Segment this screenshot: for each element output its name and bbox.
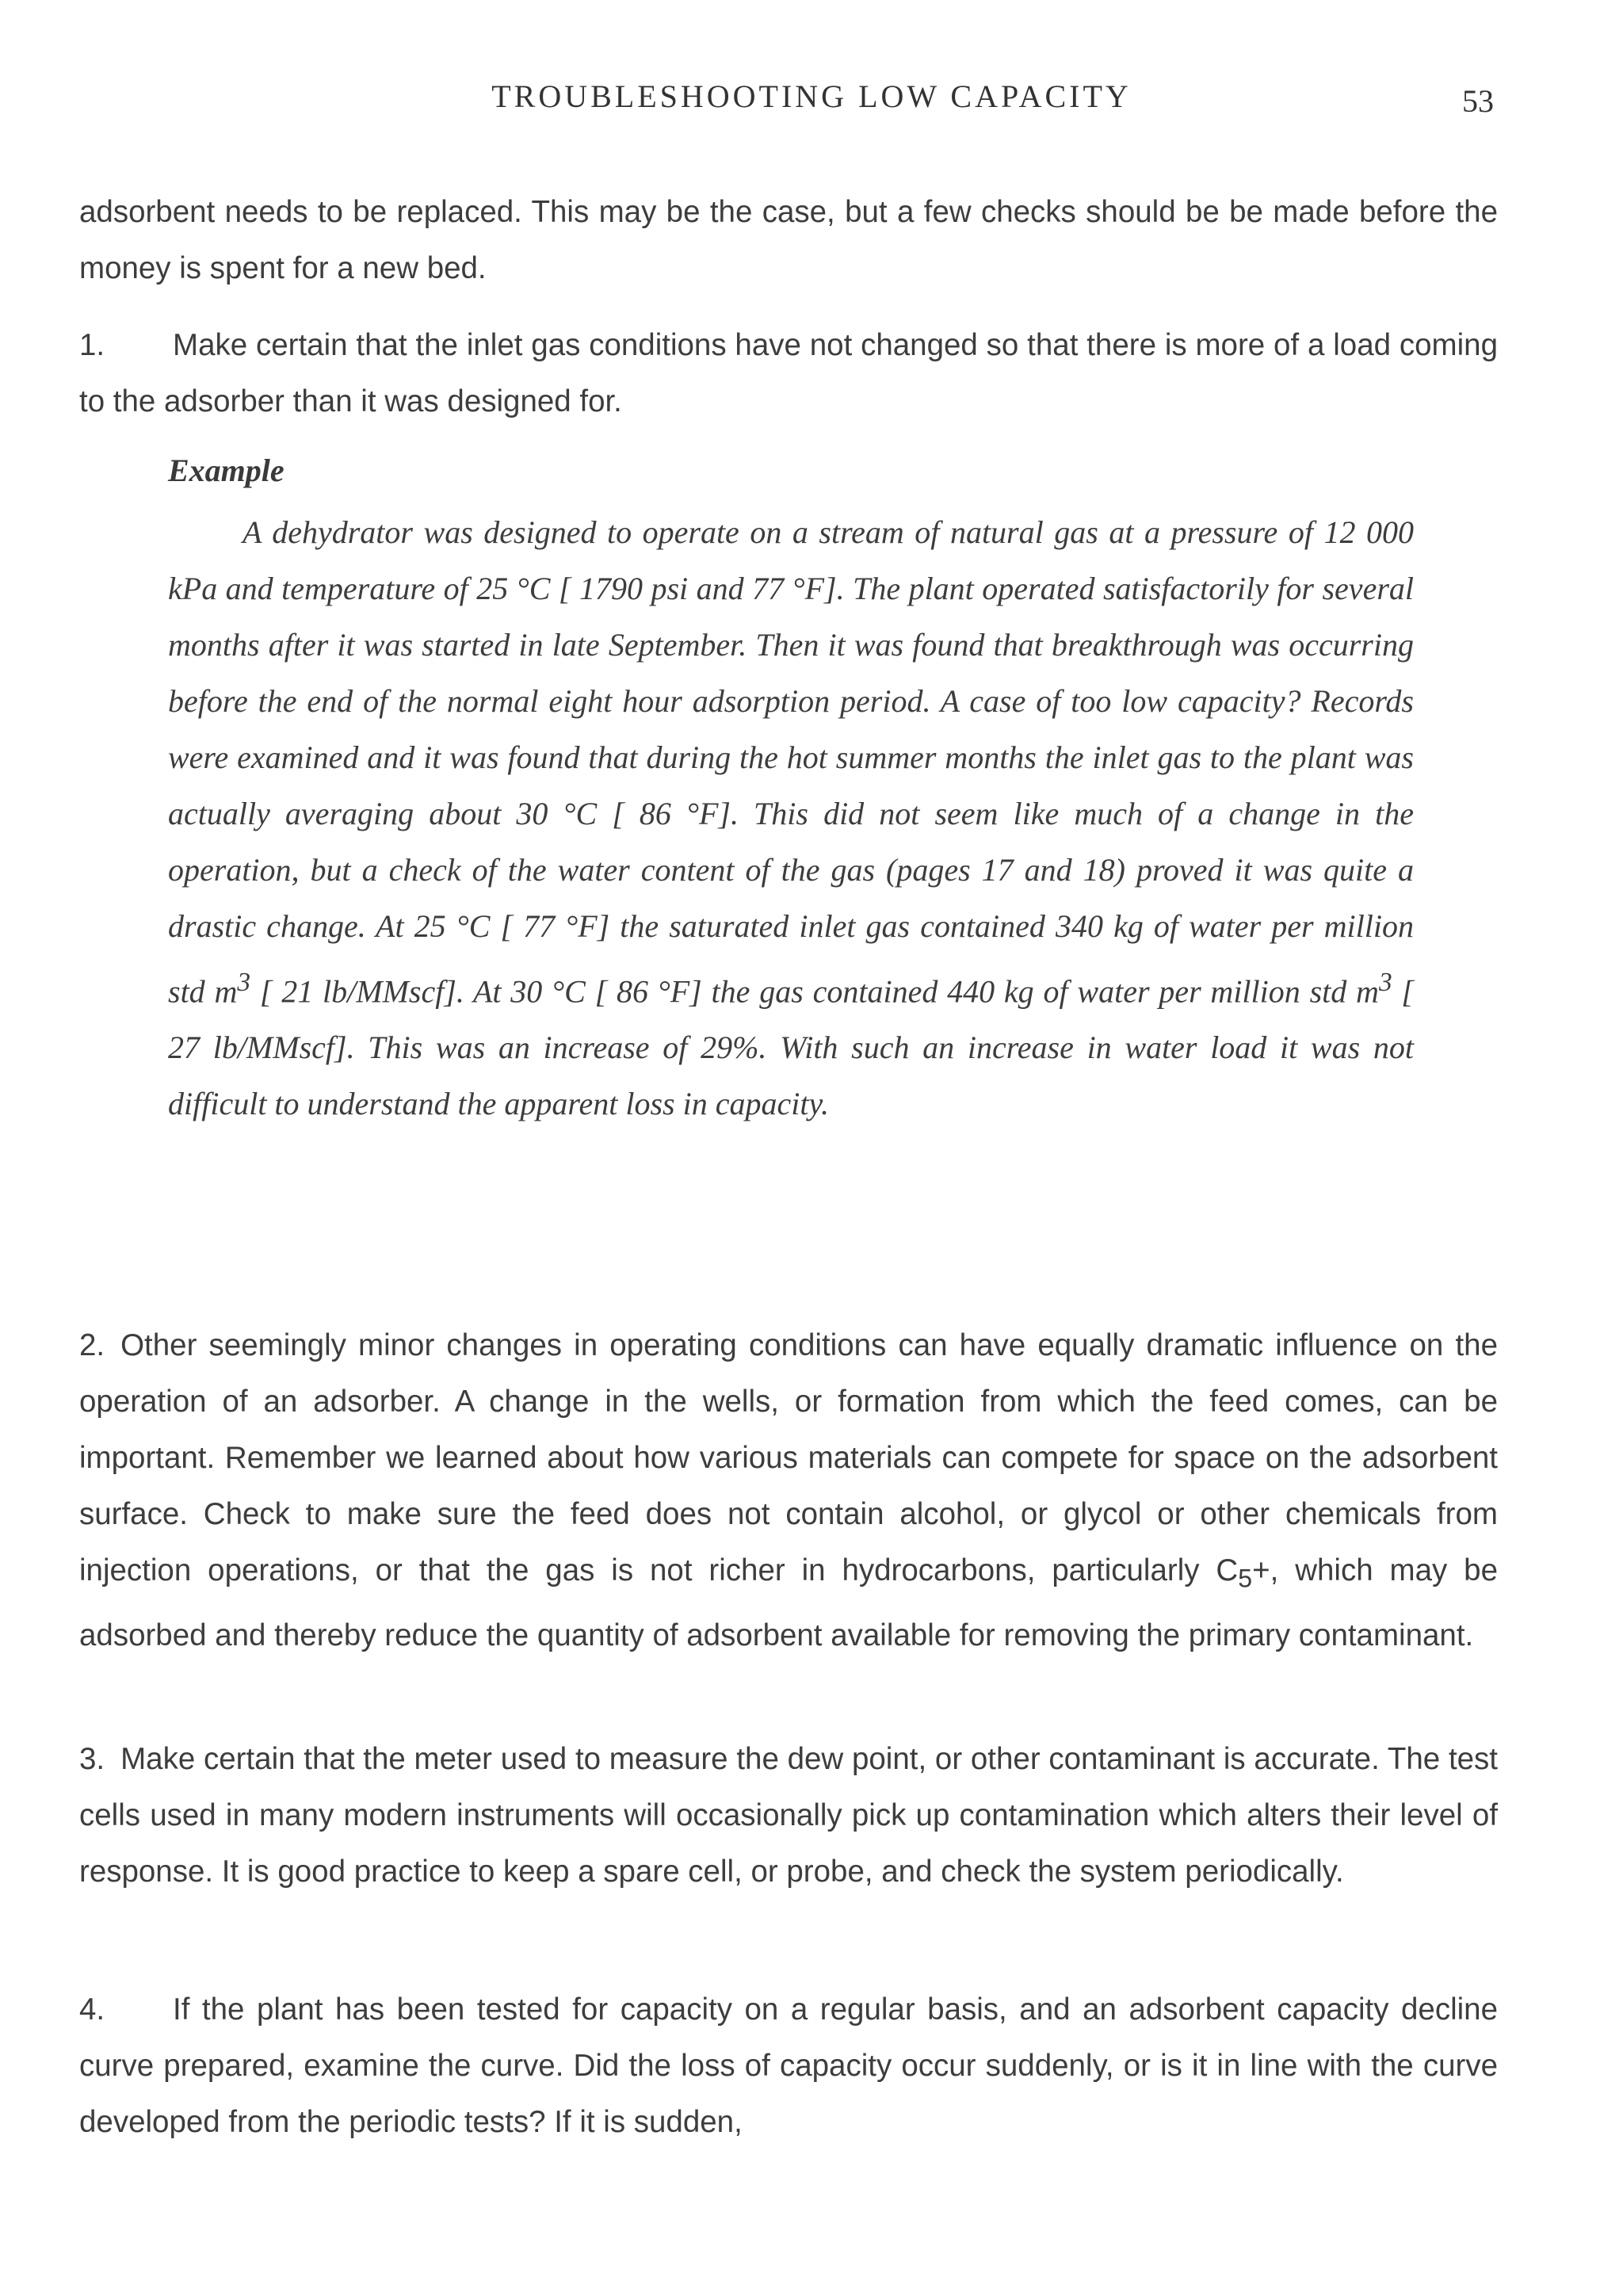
list-item-2: [79, 1317, 1498, 1664]
item-number: 2.: [79, 1328, 105, 1362]
item-text: Other seemingly minor changes in operating conditions can have equally dramatic influence on the operation of an adsorber. A change in the wells, or formation from which the feed comes, can be important. Remember we learned about how various materials can compete for space on the adsorbent surface. Check to make sure the feed does not contain alcohol, or glycol or other chemicals from injection operations, or that the gas is not richer in hydrocarbons, particularly C: [79, 1328, 1498, 1587]
example-text-part2: [ 21 lb/MMscf]. At 30 °C [ 86 °F] the gas contained 440 kg of water per million std m: [250, 973, 1379, 1010]
item-text-tail: +, which may be adsorbed and thereby reduce the quantity of adsorbent available for removing the primary contaminant.: [79, 1553, 1499, 1652]
example-text-part3: [ 27 lb/MMscf]. This was an increase of 29%. With such an increase in water load it was not difficult to understand the apparent loss in capacity.: [168, 973, 1414, 1122]
example-text: [168, 504, 1414, 1132]
running-head: TROUBLESHOOTING LOW CAPACITY: [491, 78, 1132, 114]
item-text: Make certain that the inlet gas conditions have not changed so that there is more of a load coming to the adsorber than it was designed for.: [79, 328, 1498, 418]
list-item-1: [79, 317, 1498, 430]
intro-paragraph: [79, 184, 1498, 296]
item-number: 3.: [79, 1742, 105, 1776]
superscript: 3: [1378, 968, 1392, 997]
item-number: 4.: [79, 1992, 105, 2027]
example-label: Example: [168, 453, 285, 488]
list-item-3: [79, 1731, 1498, 1900]
list-item-4: [79, 1981, 1498, 2150]
example-text-part1: A dehydrator was designed to operate on a stream of natural gas at a pressure of 12 000 kPa and temperature of 25 °C [ 1790 psi and 77 °F]. The plant operated satisfactorily for several months after it was started in late September. Then it was found that breakthrough was occurring before the end of the normal eight hour adsorption period. A case of too low capacity? Records were examined and it was found that during the hot summer months the inlet gas to the plant was actually averaging about 30 °C [ 86 °F]. This did not seem like much of a change in the operation, but a check of the water content of the gas (pages 17 and 18) proved it was quite a drastic change. At 25 °C [ 77 °F] the saturated inlet gas contained 340 kg of water per million std m: [168, 514, 1414, 1010]
page-number: 53: [1462, 83, 1494, 119]
item-number: 1.: [79, 328, 105, 362]
item-text: If the plant has been tested for capacity on a regular basis, and an adsorbent capacity decline curve prepared, examine the curve. Did the loss of capacity occur suddenly, or is it in line with the curve developed from the periodic tests? If it is sudden,: [79, 1992, 1498, 2139]
intro-text: adsorbent needs to be replaced. This may be the case, but a few checks should be be made before the money is spent for a new bed.: [79, 195, 1498, 285]
item-text: Make certain that the meter used to measure the dew point, or other contaminant is accurate. The test cells used in many modern instruments will occasionally pick up contamination which alters their level of response. It is good practice to keep a spare cell, or probe, and check the system periodically.: [79, 1742, 1498, 1889]
subscript: 5: [1238, 1564, 1253, 1593]
superscript: 3: [237, 968, 251, 997]
